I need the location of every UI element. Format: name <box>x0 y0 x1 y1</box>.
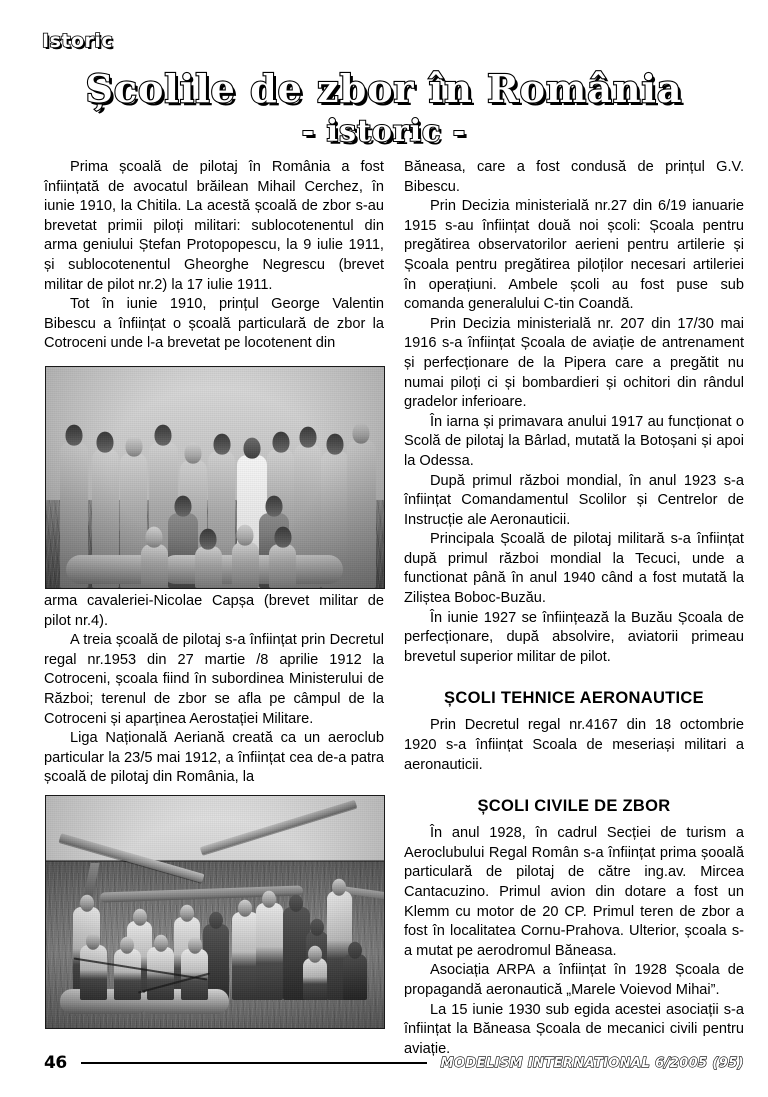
paragraph: Băneasa, care a fost condusă de prințul G.V. Bibescu. <box>404 159 744 195</box>
page-number: 46 <box>44 1053 67 1073</box>
left-column <box>44 158 384 354</box>
paragraph: Tot în iunie 1910, prințul George Valentin Bibescu a înființat o școală particulară de zbor la Cotroceni unde l-a brevetat pe locotenent din <box>44 296 384 352</box>
paragraph: Prima școală de pilotaj în România a fost înființată de avocatul brăilean Mihail Cerchez, în iunie 1910, la Chitila. La acestă școală de zbor s-au brevetat primii piloți militari: sublocotenentul din arma geniului Ștefan Protopopescu, la 9 iulie 1911, și sublocotenentul Gheorghe Negrescu (brevet militar de pilot nr.2) la 17 iulie 1911. <box>44 159 384 293</box>
paragraph: A treia școală de pilotaj s-a înființat prin Decretul regal nr.1953 din 27 martie /8 aprilie 1912 la Cotroceni, școala fiind în subordinea Ministerului de Război; terenul de zbor se afla pe câmpul de la Cotroceni și aparținea Aerostației Militare. <box>44 632 384 727</box>
right-column <box>404 158 744 1059</box>
paragraph: La 15 iunie 1930 sub egida acestei asociații s-a înființat la Băneasa Școala de mecanici civili pentru aviație. <box>404 1001 744 1057</box>
paragraph: Liga Națională Aeriană creată ca un aeroclub particular la 23/5 mai 1912, a înființat cea de-a patra școală de pilotaj din România, la <box>44 730 384 786</box>
paragraph: Asociația ARPA a înființat în 1928 Școala de propagandă aeronautică „Marele Voievod Mihai”. <box>404 962 744 998</box>
flight-school-students-group-photo <box>45 366 385 589</box>
photo-content <box>46 367 384 588</box>
paragraph: arma cavaleriei-Nicolae Capșa (brevet militar de pilot nr.4). <box>44 593 384 629</box>
title-main: Școlile de zbor în România <box>85 66 683 111</box>
paragraph: În anul 1928, în cadrul Secției de turism a Aeroclubului Regal Român s-a înființat prima șooală particulară de pilotaj de către ing.av. Mircea Cantacuzino. Primul avion din dotare a fost un Klemm cu motor de 20 CP. Primul teren de zbor a fost în localitatea Cornu-Prahova. Ulterior, școala s-a mutat pe aerodromul Băneasa. <box>404 825 744 959</box>
page-title <box>0 68 768 150</box>
page-footer <box>44 1050 744 1076</box>
section-heading-scoli-civile: ȘCOLI CIVILE DE ZBOR <box>477 797 671 816</box>
paragraph: Prin Decizia ministerială nr.27 din 6/19 ianuarie 1915 s-au înființat două noi școli: Școala pentru pregătirea observatorilor aerieni pentru artilerie și Școala pentru pregătirea piloților necesari artileriei în operațiuni. Ambele școli au fost puse sub comanda generalului C-tin Coandă. <box>404 198 744 313</box>
paragraph: În iarna și primavara anului 1917 au funcționat o Scolă de pilotaj la Bârlad, mutată la Botoșani și apoi la Odessa. <box>404 413 744 469</box>
photo-content <box>46 796 384 1028</box>
left-column-continued <box>44 592 384 788</box>
title-subtitle: - istoric - <box>301 114 467 149</box>
footer-divider <box>81 1062 427 1064</box>
glider-club-group-photo <box>45 795 385 1029</box>
footer-issue-line: MODELISM INTERNATIONAL 6/2005 (95) <box>440 1055 744 1071</box>
photo-horizon <box>46 860 384 862</box>
paragraph: Principala Școală de pilotaj militară s-a înființat după primul război mondial la Tecuci, unde a functionat până în anul 1940 când a fost mutată la Ziliștea Boboc-Buzău. <box>404 531 744 607</box>
paragraph: Prin Decizia ministerială nr. 207 din 17/30 mai 1916 s-a înființat Școala de aviație de antrenament și perfecționare de la Pipera care a pregătit nu numai piloți ci și bombardieri și ochitori din rândul gradelor inferioare. <box>404 315 744 411</box>
section-tab-istoric: Istoric <box>42 30 114 52</box>
section-heading-scoli-tehnice: ȘCOLI TEHNICE AERONAUTICE <box>444 689 704 708</box>
paragraph: În iunie 1927 se înființează la Buzău Școala de perfecționare, după absolvire, aviatorii primeau brevetul superior militar de pilot. <box>404 609 744 665</box>
paragraph: Prin Decretul regal nr.4167 din 18 octombrie 1920 s-a înființat Scoala de meseriași militari a aeronauticii. <box>404 717 744 773</box>
paragraph: După primul război mondial, în anul 1923 s-a înființat Comandamentul Scolilor și Centrelor de Instrucție ale Aeronauticii. <box>404 472 744 528</box>
